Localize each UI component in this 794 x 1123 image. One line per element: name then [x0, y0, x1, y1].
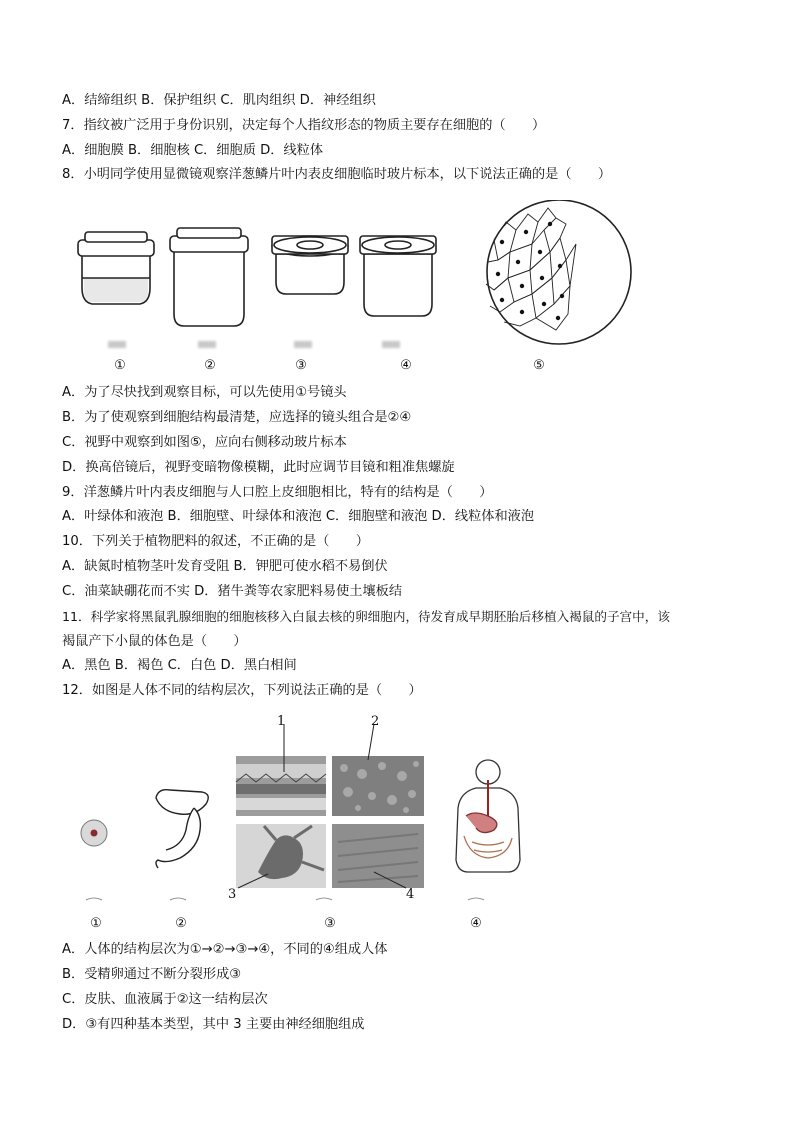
fig12-number-4: 4	[406, 887, 415, 902]
q8-lens-diagram	[70, 200, 650, 350]
lens-4-icon	[360, 236, 436, 316]
fig12-label-3: ③	[324, 916, 336, 931]
lens-1-icon	[78, 232, 154, 304]
field-of-view-icon	[486, 200, 631, 344]
fig8-label-1: ①	[114, 358, 126, 373]
q9-options: A．叶绿体和液泡 B．细胞壁、叶绿体和液泡 C．细胞壁和液泡 D．线粒体和液泡	[62, 509, 535, 524]
q8-stem: 8．小明同学使用显微镜观察洋葱鳞片叶内表皮细胞临时玻片标本，以下说法正确的是（ ）	[62, 167, 612, 182]
q7-stem: 7．指纹被广泛用于身份识别，决定每个人指纹形态的物质主要存在细胞的（ ）	[62, 118, 546, 133]
fig12-label-4: ④	[470, 916, 482, 931]
q12-option-b: B．受精卵通过不断分裂形成③	[62, 967, 242, 982]
tissue-3-icon	[236, 824, 326, 888]
tissue-2-icon	[332, 756, 424, 816]
q8-figure	[70, 200, 650, 380]
q12-option-d: D．③有四种基本类型，其中 3 主要由神经细胞组成	[62, 1017, 365, 1032]
q9-stem: 9．洋葱鳞片叶内表皮细胞与人口腔上皮细胞相比，特有的结构是（ ）	[62, 485, 493, 500]
fig12-label-2: ②	[175, 916, 187, 931]
lens-3-icon	[272, 236, 348, 294]
q6-options: A．结缔组织 B．保护组织 C．肌肉组织 D．神经组织	[62, 93, 376, 108]
q11-stem-line2: 褐鼠产下小鼠的体色是（ ）	[62, 634, 247, 649]
tissue-1-icon	[236, 756, 326, 816]
q12-stem: 12．如图是人体不同的结构层次，下列说法正确的是（ ）	[62, 683, 422, 698]
fig8-label-5: ⑤	[533, 358, 545, 373]
q12-option-c: C．皮肤、血液属于②这一结构层次	[62, 992, 268, 1007]
fig8-label-4: ④	[400, 358, 412, 373]
q12-option-a: A．人体的结构层次为①→②→③→④，不同的④组成人体	[62, 942, 388, 957]
q7-options: A．细胞膜 B．细胞核 C．细胞质 D．线粒体	[62, 143, 324, 158]
fig12-number-2: 2	[371, 714, 380, 729]
q12-figure	[62, 712, 542, 937]
digestive-system-icon	[456, 760, 520, 872]
cell-icon	[81, 820, 107, 846]
fig8-label-3: ③	[295, 358, 307, 373]
fig12-number-1: 1	[277, 714, 286, 729]
organ-icon	[156, 790, 208, 868]
q8-option-c: C．视野中观察到如图⑤，应向右侧移动玻片标本	[62, 435, 347, 450]
q8-option-b: B．为了使观察到细胞结构最清楚，应选择的镜头组合是②④	[62, 410, 412, 425]
q10-stem: 10．下列关于植物肥料的叙述，不正确的是（ ）	[62, 534, 369, 549]
tissue-4-icon	[332, 824, 424, 888]
q12-structure-diagram	[62, 712, 542, 912]
fig12-label-1: ①	[90, 916, 102, 931]
q11-stem-line1: 11．科学家将黑鼠乳腺细胞的细胞核移入白鼠去核的卵细胞内，待发育成早期胚胎后移植入褐鼠的子宫中，该	[62, 609, 670, 624]
q10-options-ab: A．缺氮时植物茎叶发育受阻 B．钾肥可使水稻不易倒伏	[62, 559, 388, 574]
q10-options-cd: C．油菜缺硼花而不实 D．猪牛粪等农家肥料易使土壤板结	[62, 584, 403, 599]
q11-options: A．黑色 B．褐色 C．白色 D．黑白相间	[62, 658, 297, 673]
fig8-label-2: ②	[204, 358, 216, 373]
q8-option-a: A．为了尽快找到观察目标，可以先使用①号镜头	[62, 385, 347, 400]
q8-option-d: D．换高倍镜后，视野变暗物像模糊，此时应调节目镜和粗准焦螺旋	[62, 460, 455, 475]
lens-2-icon	[170, 228, 248, 326]
fig12-number-3: 3	[228, 887, 237, 902]
